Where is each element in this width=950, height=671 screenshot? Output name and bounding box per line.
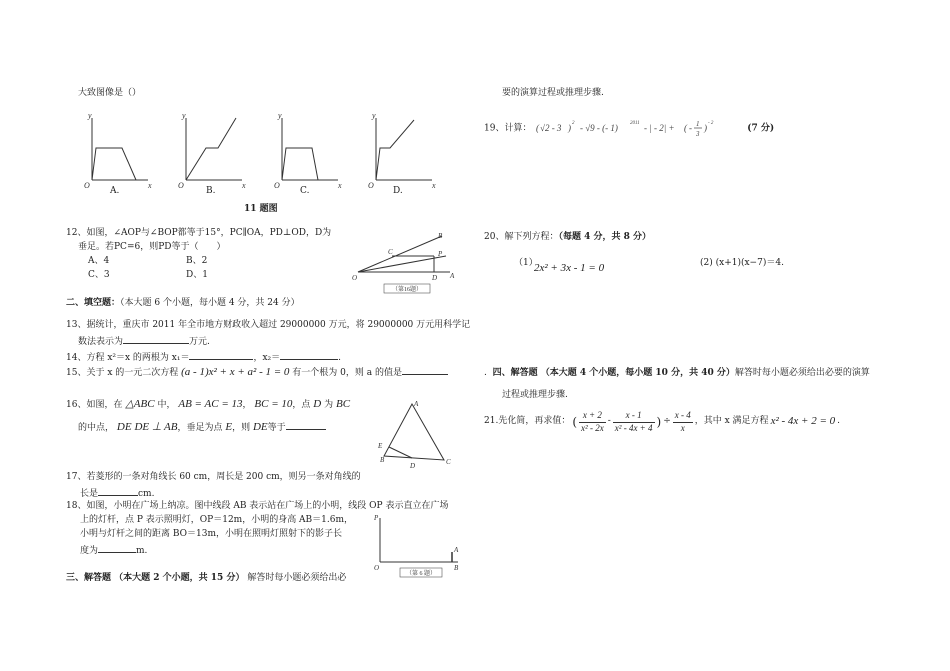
q19 [484,118,774,138]
q11-option-d: D. [393,186,403,196]
q16-eq1: AB = AC = 13 [178,398,243,410]
svg-text:y: y [372,111,376,120]
q20-part1-label: （1） [514,258,538,268]
q16-figure [376,398,460,470]
q20-part1-equation: 2x² + 3x - 1 = 0 [534,262,605,274]
q18-fig-caption: （第 6 题） [405,571,437,577]
q20-score: （每题 4 分，共 8 分） [558,232,652,242]
section-3-heading [66,573,346,584]
q18-line4 [80,543,147,557]
section-4-line2: 过程或推理步骤. [502,390,568,400]
q19-score: (7 分) [747,123,775,134]
svg-text:y: y [278,111,282,120]
q13-line1: 13、据统计，重庆市 2011 年全市地方财政收入超过 29000000 万元，将 29000000 万元用科学记 [66,320,471,330]
q12-fig-label-d: D [432,274,438,282]
q16-perp: DE ⊥ AB [134,421,178,433]
q18-line2: 上的灯杆，点 P 表示照明灯，OP＝12m，小明的身高 AB＝1.6m， [80,515,354,525]
q12-option-a: A、4 [88,256,110,266]
section-4-prefix: . [484,368,487,378]
svg-text:x: x [338,181,342,190]
q21-prefix: 21.先化简，再求值： [484,416,571,427]
q11-stem: 大致图像是（） [78,88,142,98]
section-4-title: 四、解答题 （本大题 4 个小题，每小题 10 分，共 40 分） [492,368,735,378]
q11-caption: 11 题图 [244,204,278,214]
q21-equation: x² - 4x + 2 = 0 [770,415,836,428]
q19-expression [534,118,744,138]
q18-figure [372,512,464,578]
svg-text:√2 - 3: √2 - 3 [540,123,562,133]
q17-suffix: cm. [138,489,155,499]
svg-text:2: 2 [572,121,575,126]
q13-line2 [78,334,210,348]
q16-point-e: E [225,421,233,433]
svg-text:x: x [242,181,246,190]
q11-graphs [78,108,438,200]
q15-equation: (a - 1)x² + x + a² - 1 = 0 [181,366,290,378]
q17-answer-blank[interactable] [98,486,138,496]
svg-text:O: O [368,181,374,190]
q12-fig-label-o: O [352,274,358,282]
svg-text:1: 1 [696,120,700,128]
q14 [66,350,341,364]
q12-figure [350,232,460,294]
q21-f1-num: x + 2 [579,410,606,422]
q12-option-d: D、1 [186,270,208,280]
q17-line1: 17、若菱形的一条对角线长 60 cm，周长是 200 cm，则另一条对角线的 [66,472,361,482]
svg-text:3: 3 [696,130,700,138]
q18-answer-blank[interactable] [98,543,136,553]
q11-option-c: C. [300,186,310,196]
q17-line2 [80,486,154,500]
q14-part-a: 14、方程 x²＝x 的两根为 x₁＝ [66,353,190,363]
q16-part-b: 中， [157,400,176,410]
q12-line2: 垂足。若PC=6，则PD等于（ ） [78,242,226,252]
q21-middle: ，其中 x 满足方程 [694,416,769,427]
section-4-heading [484,368,870,379]
section-4-desc: 解答时每小题必须给出必要的演算 [734,368,870,378]
q16-line2-b: ，垂足为点 [177,423,223,433]
q16-line2-c: ，则 [232,423,251,433]
q19-label: 19、计算： [484,123,532,134]
q18-suffix: m. [136,546,148,556]
q18-fig-label-o: O [374,564,380,572]
q14-x1-blank[interactable] [189,350,253,360]
svg-text:(: ( [684,123,688,133]
q21-f2-den: x² - 4x + 4 [614,422,653,433]
right-continuation: 要的演算过程或推理步骤. [502,88,604,98]
q14-part-c: . [338,353,342,363]
q16-fig-label-b: B [380,456,385,464]
q16-part-c: ， [242,400,252,410]
svg-text:O: O [84,181,90,190]
svg-text:y: y [182,111,186,120]
q14-x2-blank[interactable] [280,350,338,360]
q16-answer-blank[interactable] [286,420,326,430]
svg-text:- √9 - (- 1): - √9 - (- 1) [580,123,619,133]
q21-suffix: . [837,416,841,427]
q12-fig-label-c: C [388,248,393,256]
q18-fig-label-b: B [454,564,459,572]
svg-text:): ) [704,123,708,133]
svg-text:y: y [88,111,92,120]
q16-de: DE [116,421,132,433]
q12-line1: 12、如图，∠AOP与∠BOP都等于15°，PC∥OA，PD⊥OD，D为 [66,228,332,238]
svg-text:O: O [274,181,280,190]
q16-eq2: BC = 10 [254,398,293,410]
q16-line1 [66,398,350,412]
section-2-heading [66,298,300,309]
svg-text:): ) [568,123,572,133]
q18-line1: 18、如图，小明在广场上纳凉。图中线段 AB 表示站在广场上的小明，线段 OP 表示直立在广场 [66,501,449,511]
q21-fraction-3 [673,410,693,434]
q16-line2 [78,420,326,435]
svg-text:(: ( [536,123,540,133]
q18-prefix: 度为 [80,546,99,556]
q12-option-b: B、2 [186,256,208,266]
q13-suffix: 万元. [189,337,210,347]
q15-answer-blank[interactable] [402,365,448,375]
q18-line3: 小明与灯杆之间的距离 BO＝13m，小明在照明灯照射下的影子长 [80,529,343,539]
q21-f3-den: x [680,422,685,433]
section-3-title: 三、解答题 （本大题 2 个小题，共 15 分） [66,573,245,583]
q14-part-b: ，x₂＝ [253,353,281,363]
q16-part-d: ，点 [292,400,311,410]
q17-prefix: 长是 [80,489,99,499]
q16-part-e: 为 [324,400,334,410]
section-2-title: 二、填空题： [66,298,121,308]
q16-line2-d: 等于 [267,423,286,433]
q11-option-b: B. [206,186,216,196]
q15 [66,365,448,380]
q20-heading [484,232,651,243]
q20-part2: (2) (x+1)(x−7)＝4. [700,258,784,268]
q16-fig-label-a: A [414,400,419,408]
q21-fraction-1 [579,410,606,434]
section-3-desc: 解答时每小题必须给出必 [247,573,347,583]
svg-text:x: x [148,181,152,190]
q16-fig-label-e: E [378,442,383,450]
svg-text:-: - [689,123,693,133]
q12-fig-caption: （第16题） [391,287,423,293]
q21-f2-num: x - 1 [613,410,655,422]
q16-fig-label-d: D [410,462,416,470]
svg-text:2011: 2011 [630,121,640,126]
q21-fraction-2 [613,410,655,434]
q12-option-c: C、3 [88,270,110,280]
q16-bc: BC [335,398,351,410]
svg-text:- | - 2| +: - | - 2| + [644,123,675,133]
q21-f1-den: x² - 2x [581,422,604,433]
q13-answer-blank[interactable] [123,334,189,344]
q16-part-a: 16、如图，在 [66,400,123,410]
q21: 21.先化简，再求值： ( $\frac{x + 2}{\text{x² - 2x}}$ - $\frac{x - 1}{\text{x² - 4x + 4}}$ ) ÷ $\frac{x - 4}{x}$ ，其中 x 满足方程 x² - 4x + 2 = 0 . [484,410,841,433]
svg-text:O: O [178,181,184,190]
q18-fig-label-a: A [454,546,459,554]
q13-prefix: 数法表示为 [78,337,124,347]
q12-fig-label-b: B [438,232,443,240]
q20-title: 20、解下列方程： [484,232,559,242]
q16-line2-a: 的中点， [78,423,115,433]
q12-fig-label-p: P [438,250,443,258]
q16-de2: DE [252,421,268,433]
svg-text:x: x [432,181,436,190]
q16-fig-label-c: C [446,458,451,466]
q15-part-a: 15、关于 x 的一元二次方程 [66,368,179,378]
q11-option-a: A. [110,186,120,196]
q12-fig-label-a: A [450,272,455,280]
section-2-desc: （本大题 6 个小题，每小题 4 分，共 24 分） [120,298,300,308]
q18-fig-label-p: P [374,514,379,522]
svg-text:- 2: - 2 [708,121,714,126]
q16-triangle: △ABC [125,398,155,410]
q21-f3-num: x - 4 [673,410,693,422]
q15-part-b: 有一个根为 0，则 a 的值是 [292,368,402,378]
q16-point-d: D [313,398,322,410]
